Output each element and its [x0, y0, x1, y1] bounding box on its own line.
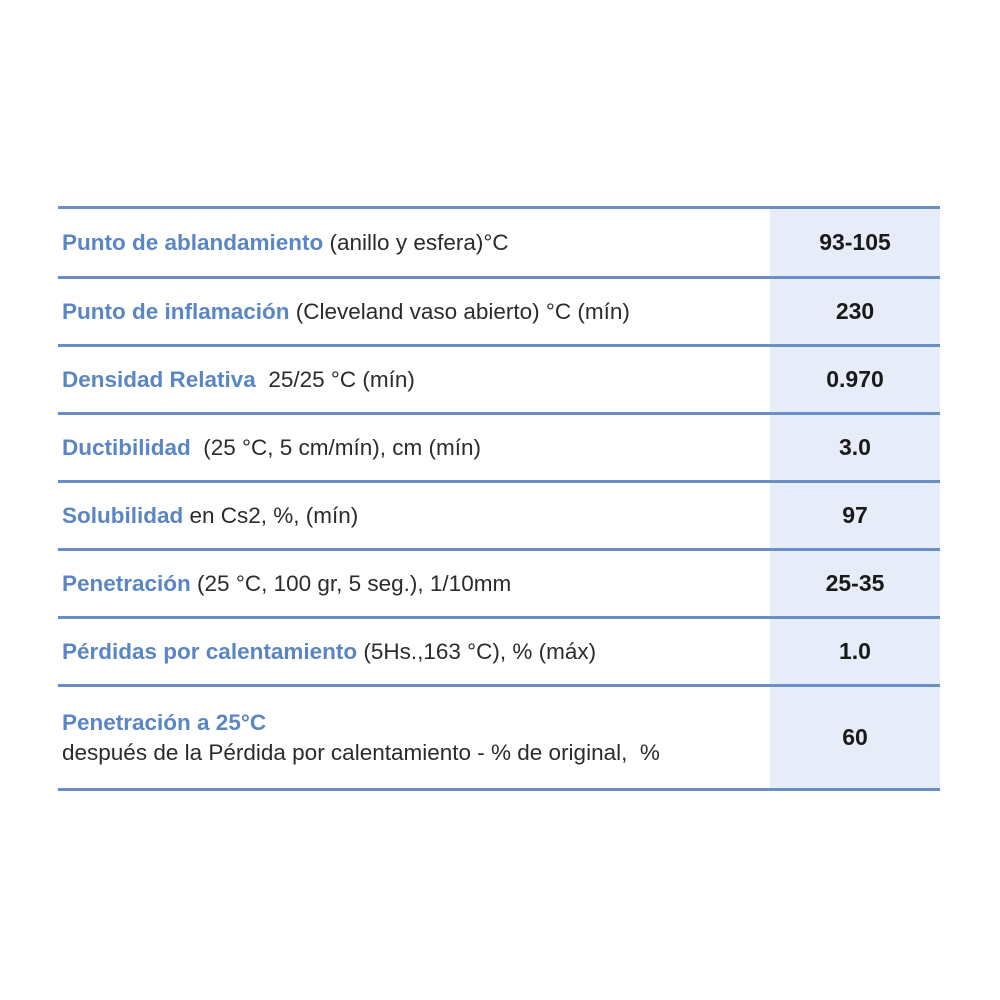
property-name: Punto de ablandamiento: [62, 229, 324, 255]
table-row: [58, 619, 940, 687]
table-row: [58, 209, 940, 279]
property-value: 25-35: [825, 570, 885, 596]
row-label: [58, 365, 770, 394]
property-detail: 25/25 °C (mín): [255, 366, 415, 392]
property-name: Pérdidas por calentamiento: [62, 638, 358, 664]
row-label: [58, 637, 770, 666]
row-label: [58, 569, 770, 598]
property-detail: (Cleveland vaso abierto) °C (mín): [289, 298, 630, 324]
property-name: Densidad Relativa: [62, 366, 256, 392]
property-detail: después de la Pérdida por calentamiento - % de original, %: [62, 739, 660, 765]
property-detail: (25 °C, 100 gr, 5 seg.), 1/10mm: [190, 570, 512, 596]
spec-table: [58, 206, 940, 791]
property-detail: en Cs2, %, (mín): [183, 502, 359, 528]
table-row: [58, 551, 940, 619]
property-name: Ductibilidad: [62, 434, 191, 460]
table-row: [58, 483, 940, 551]
row-label: [58, 297, 770, 326]
property-name: Solubilidad: [62, 502, 184, 528]
row-label: [58, 433, 770, 462]
row-label: [58, 708, 770, 767]
property-value: 97: [842, 502, 868, 528]
table-row: [58, 347, 940, 415]
property-value: 3.0: [839, 434, 871, 460]
row-label: [58, 228, 770, 257]
property-detail: (anillo y esfera)°C: [323, 229, 509, 255]
table-row: [58, 415, 940, 483]
property-value: 1.0: [839, 638, 871, 664]
row-label: [58, 501, 770, 530]
property-value: 230: [835, 298, 875, 324]
table-row: [58, 279, 940, 347]
property-value: 60: [842, 724, 868, 750]
property-name: Penetración a 25°C: [62, 710, 267, 736]
property-name: Penetración: [62, 570, 191, 596]
property-value: 0.970: [826, 366, 884, 392]
property-name: Punto de inflamación: [62, 298, 290, 324]
property-value: 93-105: [819, 229, 891, 255]
property-detail: (5Hs.,163 °C), % (máx): [357, 638, 597, 664]
property-detail: (25 °C, 5 cm/mín), cm (mín): [190, 434, 482, 460]
table-row: [58, 687, 940, 791]
